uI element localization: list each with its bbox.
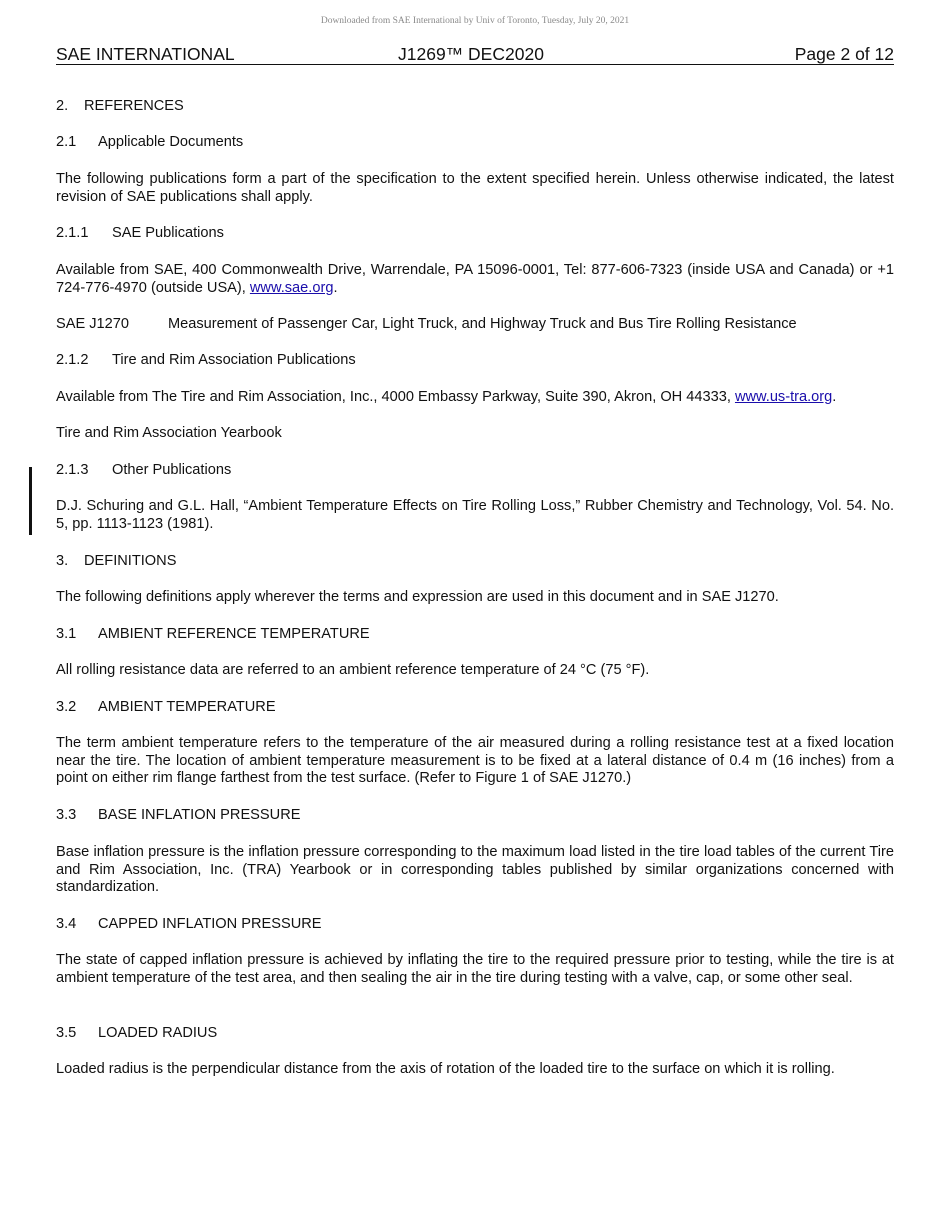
section-number: 2.1.1 (56, 225, 89, 241)
paragraph-2-1-2 (56, 389, 894, 407)
section-title: SAE Publications (112, 225, 224, 241)
paragraph-3-4: The state of capped inflation pressure is achieved by inflating the tire to the required pressure prior to testing, while the tire is at ambient temperature of the test area, and then sealing the air in the tire during testing with a valve, cap, or some other seal. (56, 952, 894, 986)
section-heading-3-2 (56, 699, 894, 717)
paragraph-3: The following definitions apply wherever the terms and expression are used in this document and in SAE J1270. (56, 589, 779, 605)
paragraph-3-5: Loaded radius is the perpendicular distance from the axis of rotation of the loaded tire to the surface on which it is rolling. (56, 1061, 835, 1077)
reference-title: Measurement of Passenger Car, Light Truck, and Highway Truck and Bus Tire Rolling Resistance (168, 316, 797, 332)
paragraph-2-1-1 (56, 262, 894, 297)
section-title: Applicable Documents (98, 134, 244, 150)
section-number: 2. (56, 98, 69, 114)
section-number: 2.1 (56, 134, 77, 150)
paragraph-text: Available from SAE, 400 Commonwealth Drive, Warrendale, PA 15096-0001, Tel: 877-606-7323 (inside USA and Canada) or +1 724-776-4970 (outside USA), (56, 262, 894, 296)
paragraph-end: . (832, 389, 837, 405)
section-title: Tire and Rim Association Publications (112, 352, 356, 368)
reference-entry-tra-yearbook: Tire and Rim Association Yearbook (56, 425, 282, 441)
section-heading-3 (56, 553, 894, 571)
paragraph-3-1: All rolling resistance data are referred to an ambient reference temperature of 24 °C (75 °F). (56, 662, 650, 678)
revision-change-bar (29, 467, 32, 535)
paragraph-3-3: Base inflation pressure is the inflation pressure corresponding to the maximum load listed in the tire load tables of the current Tire and Rim Association, Inc. (TRA) Yearbook or in corresponding tables published by similar organizations concerned with standardization. (56, 844, 894, 895)
section-number: 3.3 (56, 807, 77, 823)
download-watermark: Downloaded from SAE International by Univ of Toronto, Tuesday, July 20, 2021 (320, 16, 630, 26)
paragraph-2-1: The following publications form a part of the specification to the extent specified herein. Unless otherwise indicated, the latest revision of SAE publications shall apply. (56, 171, 894, 205)
section-number: 3.4 (56, 916, 77, 932)
section-title: AMBIENT REFERENCE TEMPERATURE (98, 626, 370, 642)
sae-website-link[interactable]: www.sae.org (249, 279, 334, 296)
reference-code: SAE J1270 (56, 316, 130, 332)
section-heading-2-1-1 (56, 225, 894, 243)
page-header (56, 44, 894, 65)
section-number: 3. (56, 553, 69, 569)
paragraph-text: Available from The Tire and Rim Association, Inc., 4000 Embassy Parkway, Suite 390, Akron, OH 44333, (56, 389, 735, 405)
section-heading-3-3 (56, 807, 894, 825)
paragraph-end: . (333, 279, 338, 296)
section-number: 3.5 (56, 1025, 77, 1041)
section-number: 2.1.3 (56, 462, 89, 478)
section-number: 2.1.2 (56, 352, 89, 368)
section-title: LOADED RADIUS (98, 1025, 218, 1041)
section-title: REFERENCES (84, 98, 184, 114)
tra-website-link[interactable]: www.us-tra.org (734, 389, 833, 405)
paragraph-2-1-3: D.J. Schuring and G.L. Hall, “Ambient Temperature Effects on Tire Rolling Loss,” Rubber Chemistry and Technology, Vol. 54. No. 5, pp. 1113-1123 (1981). (56, 498, 894, 532)
section-title: Other Publications (112, 462, 232, 478)
section-title: DEFINITIONS (84, 553, 177, 569)
section-number: 3.1 (56, 626, 77, 642)
section-heading-2-1-3 (56, 462, 894, 480)
section-heading-3-5 (56, 1025, 894, 1043)
publisher-name: SAE INTERNATIONAL (56, 44, 235, 64)
document-id: J1269™ DEC2020 (398, 44, 544, 64)
section-heading-2-1 (56, 134, 894, 152)
section-heading-2 (56, 98, 894, 116)
section-title: CAPPED INFLATION PRESSURE (98, 916, 322, 932)
section-title: AMBIENT TEMPERATURE (98, 699, 276, 715)
reference-entry-sae-j1270 (56, 316, 894, 334)
section-heading-3-4 (56, 916, 894, 934)
page-number: Page 2 of 12 (794, 44, 894, 64)
paragraph-3-2: The term ambient temperature refers to the temperature of the air measured during a rolling resistance test at a fixed location near the tire. The location of ambient temperature measurement is to be fixed at a lateral distance of 0.4 m (16 inches) from a point on either rim flange farthest from the test surface. (Refer to Figure 1 of SAE J1270.) (56, 735, 894, 786)
section-number: 3.2 (56, 699, 77, 715)
section-heading-3-1 (56, 626, 894, 644)
section-title: BASE INFLATION PRESSURE (98, 807, 301, 823)
section-heading-2-1-2 (56, 352, 894, 370)
